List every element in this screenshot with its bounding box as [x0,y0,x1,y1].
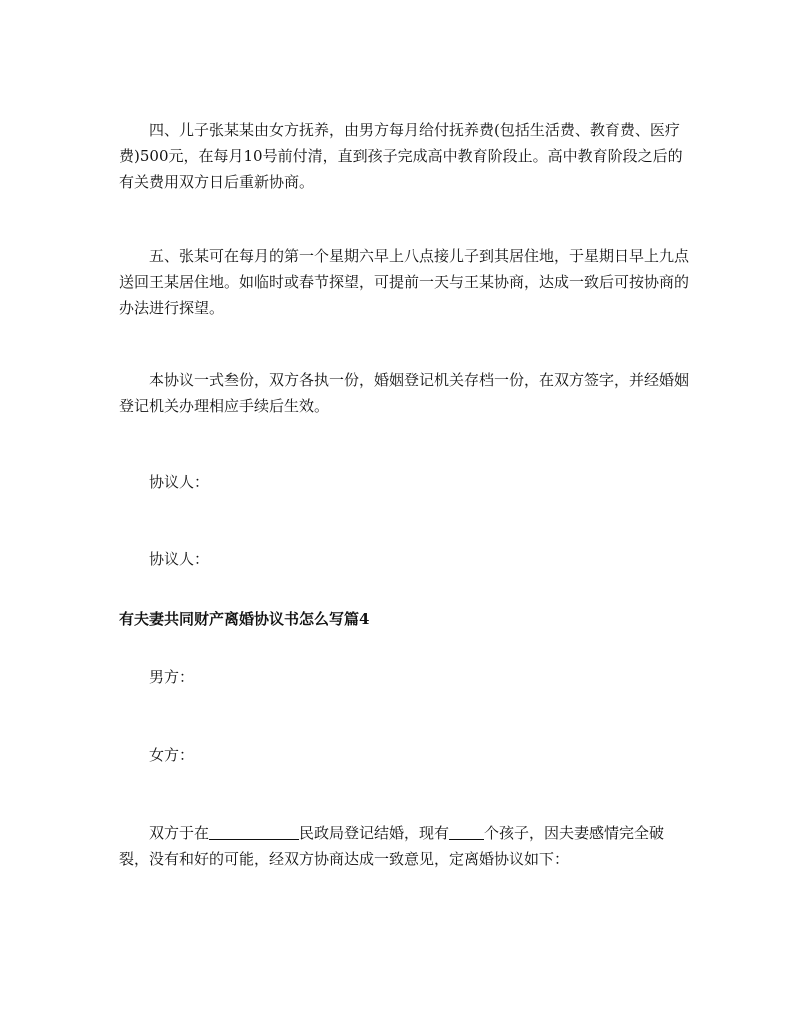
marriage-text-part-1: 双方于在 [149,824,210,842]
marriage-text-part-3: 个孩子，因夫妻感情完全破裂，没有和好的可能，经双方协商达成一致意见，定离婚协议如下： [119,824,665,868]
paragraph-child-support: 四、儿子张某某由女方抚养，由男方每月给付抚养费(包括生活费、教育费、医疗费)500元，在每月10号前付清，直到孩子完成高中教育阶段止。高中教育阶段之后的有关费用双方日后重新协商。 [119,121,683,191]
signer-line-1: 协议人： [149,473,210,491]
section-heading: 有夫妻共同财产离婚协议书怎么写篇4 [119,610,370,628]
female-party-label: 女方： [149,746,195,764]
blank-children-count [449,823,484,840]
blank-registration-place [209,823,299,840]
paragraph-marriage-registration [119,820,689,872]
paragraph-visitation: 五、张某可在每月的第一个星期六早上八点接儿子到其居住地，于星期日早上九点送回王某居住地。如临时或春节探望，可提前一天与王某协商，达成一致后可按协商的办法进行探望。 [119,247,690,317]
paragraph-agreement-copies: 本协议一式叁份，双方各执一份，婚姻登记机关存档一份，在双方签字，并经婚姻登记机关办理相应手续后生效。 [119,371,690,415]
male-party-label: 男方： [149,668,195,686]
signer-line-2: 协议人： [149,550,210,568]
marriage-text-part-2: 民政局登记结婚，现有 [299,824,450,842]
